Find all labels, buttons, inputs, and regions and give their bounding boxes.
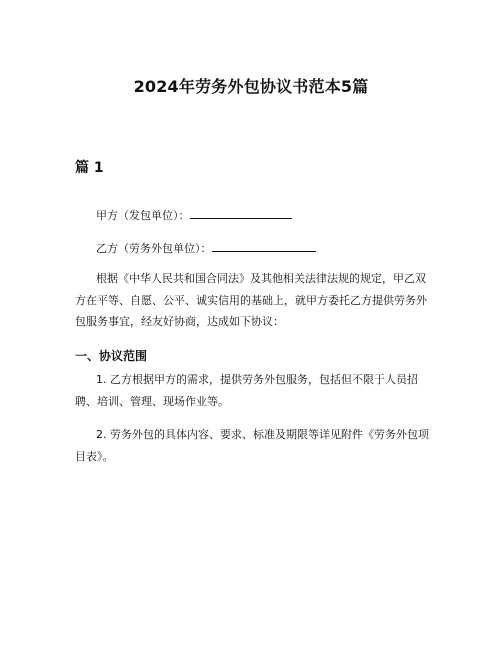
scope-heading: 一、协议范围 xyxy=(75,349,148,363)
section-title: 篇 1 xyxy=(75,160,104,176)
party-a-line xyxy=(75,205,435,227)
party-a-label: 甲方（发包单位）： xyxy=(96,209,190,222)
party-a-blank-field xyxy=(190,208,292,219)
party-b-line xyxy=(75,238,435,260)
scope-item-1: 1. 乙方根据甲方的需求，提供劳务外包服务，包括但不限于人员招聘、培训、管理、现场作业等。 xyxy=(75,373,418,408)
party-b-label: 乙方（劳务外包单位）： xyxy=(96,242,212,255)
intro-paragraph: 根据《中华人民共和国合同法》及其他相关法律法规的规定，甲乙双方在平等、自愿、公平、诚实信用的基础上，就甲方委托乙方提供劳务外包服务事宜，经友好协商，达成如下协议： xyxy=(75,272,427,328)
party-b-blank-field xyxy=(212,241,316,252)
document-title: 2024年劳务外包协议书范本5篇 xyxy=(133,77,369,96)
scope-item-2: 2. 劳务外包的具体内容、要求、标准及期限等详见附件《劳务外包项目表》。 xyxy=(75,428,429,463)
